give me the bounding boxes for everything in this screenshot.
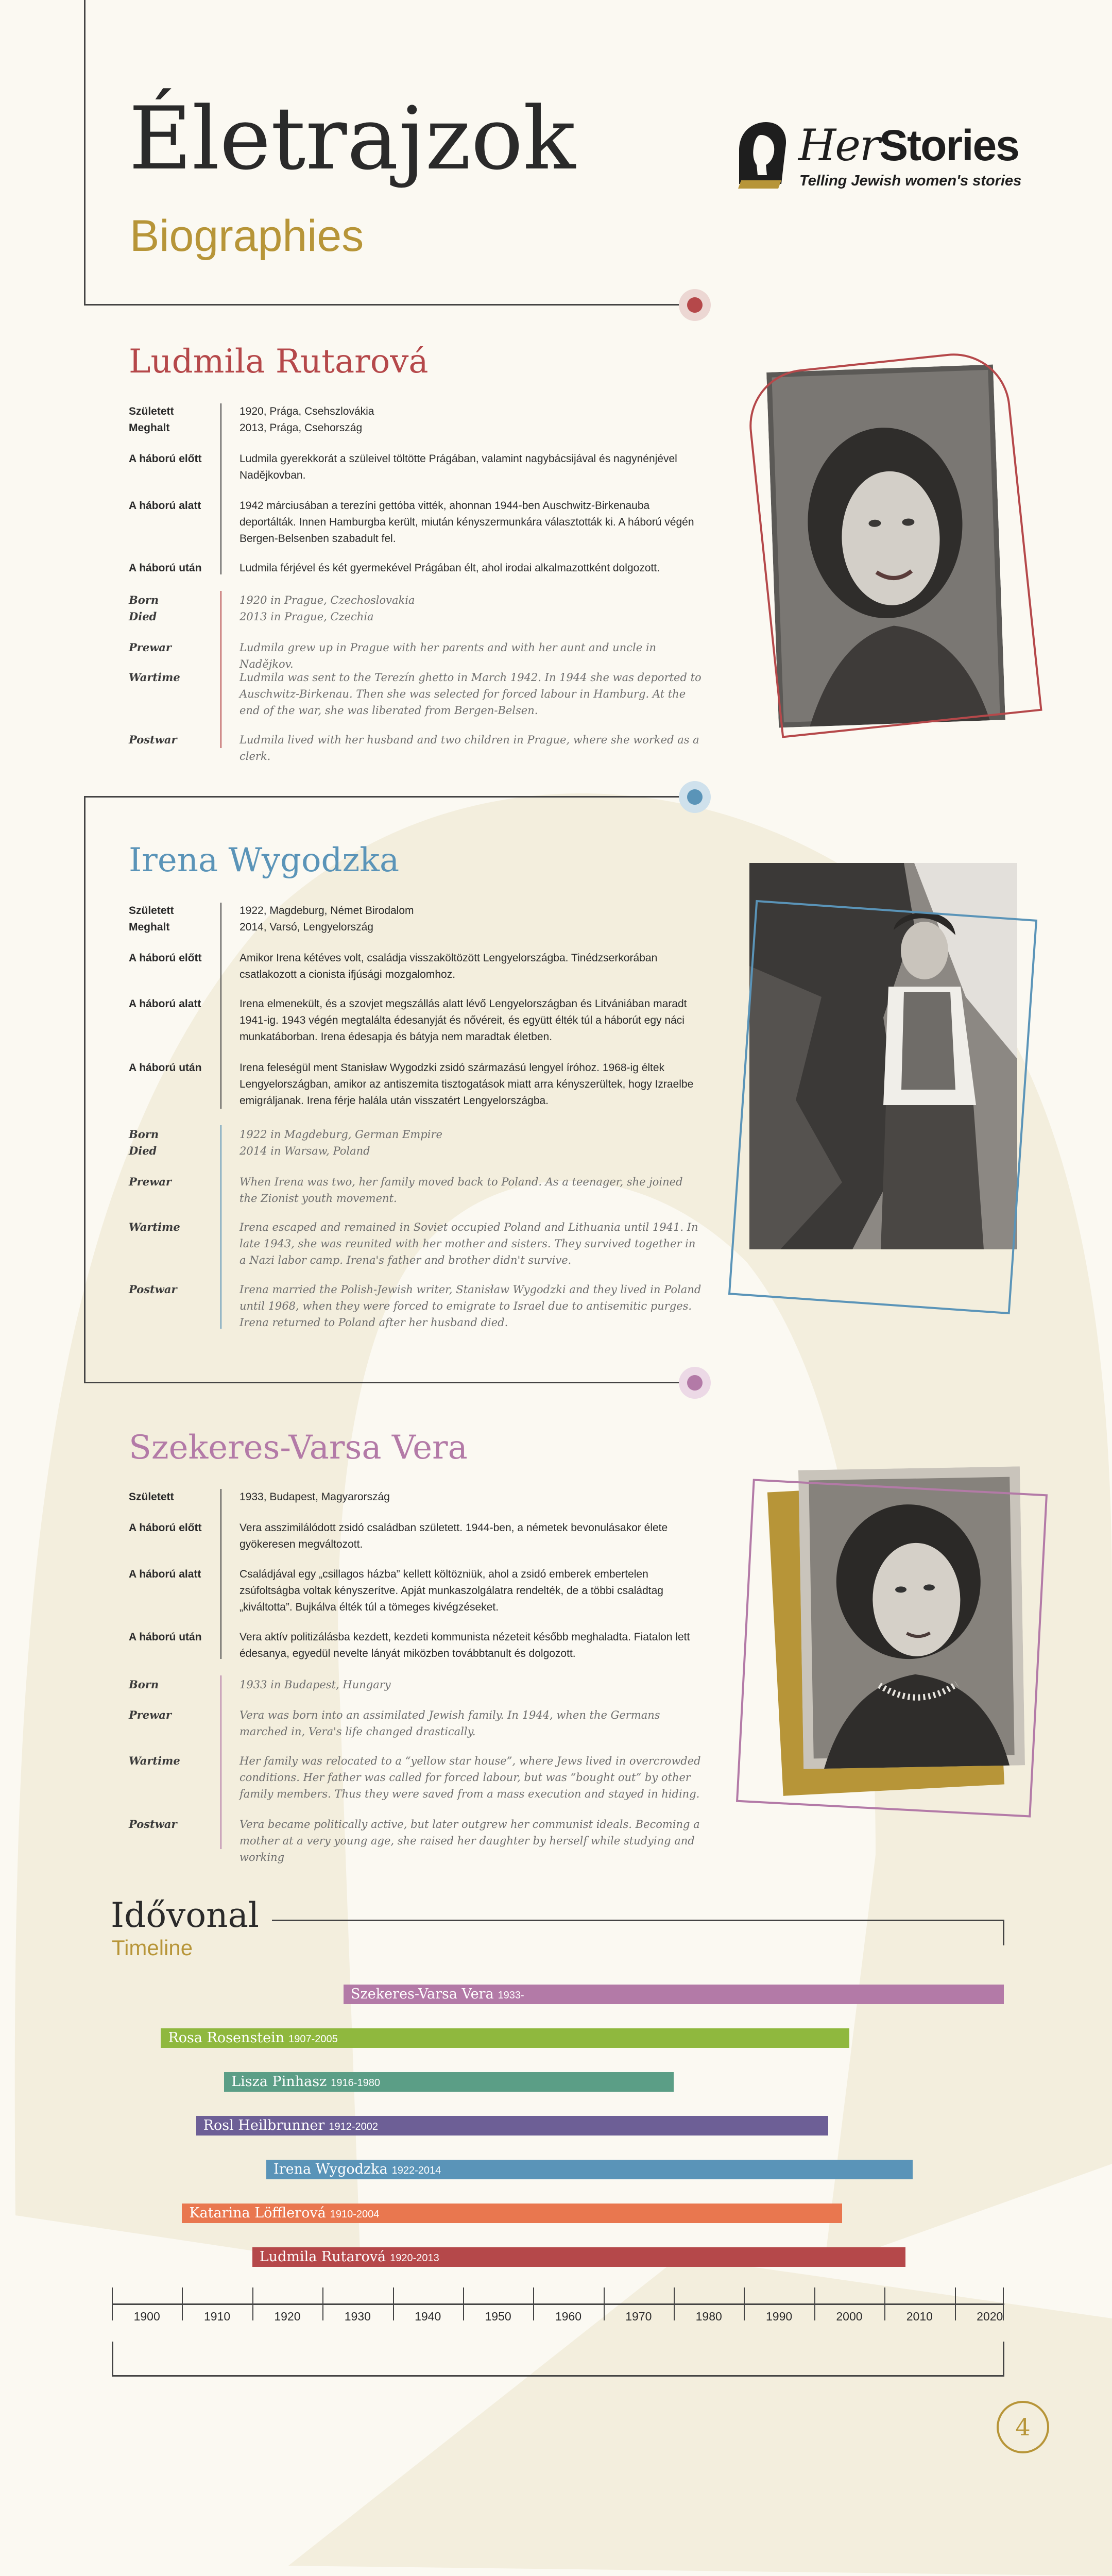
tick-label: 1910 <box>203 2310 231 2323</box>
photo-frame <box>728 900 1037 1314</box>
bio-value: Her family was relocated to a “yellow star house”, where Jews lived in overcrowded conditions. Her father was called for forced labour, but was “bought out” by other family members. Thus they were saved from a mass execution and stayed in hiding. <box>239 1755 701 1800</box>
bio-label: Born <box>129 1678 159 1691</box>
section-divider <box>84 1382 697 1383</box>
bio-value: 1922, Magdeburg, Német Birodalom <box>239 905 414 917</box>
bio-value: Ludmila lived with her husband and two children in Prague, where she worked as a clerk. <box>239 734 699 762</box>
bio-label: A háború alatt <box>129 998 201 1010</box>
bio-value: 1920, Prága, Csehszlovákia <box>239 405 374 417</box>
bio-label: Died <box>129 610 157 623</box>
timeline-axis <box>112 2303 1004 2305</box>
bio-value: Vera became politically active, but later outgrew her communist ideals. Becoming a mother at a very young age, she raised her daughter by herself while studying and working <box>239 1818 700 1863</box>
timeline-tick <box>1003 2287 1004 2320</box>
photo-frame <box>736 1479 1048 1817</box>
bio-label: A háború után <box>129 1062 202 1074</box>
bio-value: Irena escaped and remained in Soviet occupied Poland and Lithuania until 1941. In late 1943, she was reunited with her mother and sisters. They survived together in a Nazi labor camp. Irena's father and brother didn't survive. <box>239 1221 698 1266</box>
tick-label: 1900 <box>133 2310 160 2323</box>
bio-label: Postwar <box>129 733 177 746</box>
bio-value: 1933 in Budapest, Hungary <box>239 1679 391 1691</box>
timeline-tick <box>182 2287 183 2320</box>
bio-value: Irena feleségül ment Stanisław Wygodzki zsidó származású lengyel íróhoz. 1968-ig éltek Lengyelországban, amikor az antiszemita tisztogatások miatt arra kényszerültek, hogy Izraelbe emigráljanak. Irena férje halála után visszatért Lengyelországba. <box>239 1062 694 1107</box>
photo-frame <box>744 348 1042 738</box>
timeline-bar: Katarina Löfflerová 1910-2004 <box>182 2204 842 2223</box>
bio-label: Született <box>129 1491 174 1503</box>
timeline-tick <box>814 2287 815 2320</box>
section-dot <box>679 289 711 321</box>
bio-value: Ludmila grew up in Prague with her parents and with her aunt and uncle in Nadějkov. <box>239 641 657 670</box>
logo-tagline: Telling Jewish women's stories <box>799 173 1022 189</box>
person-name: Ludmila Rutarová <box>129 343 429 381</box>
tick-label: 1960 <box>555 2310 582 2323</box>
bio-value: Irena elmenekült, és a szovjet megszállás alatt lévő Lengyelországban és Litvániában maradt 1941-ig. 1943 végén megtalálta édesanyját és nővéreit, és együtt élték túl a háborút egy náci munkatáborban. Irena édesapja és bátyja nem maradtak életben. <box>239 998 687 1043</box>
section-divider <box>84 796 697 798</box>
tick-label: 1990 <box>765 2310 793 2323</box>
frame-line <box>84 796 85 1383</box>
section-dot <box>679 781 711 813</box>
section-divider <box>84 304 697 306</box>
tick-label: 2020 <box>977 2310 1003 2323</box>
tick-label: 2000 <box>836 2310 863 2323</box>
bio-label: Prewar <box>129 641 172 654</box>
tick-label: 2010 <box>906 2310 933 2323</box>
timeline-tick <box>674 2287 675 2320</box>
page-subtitle: Biographies <box>130 211 364 261</box>
timeline-bar: Irena Wygodzka 1922-2014 <box>266 2160 913 2179</box>
timeline-tick <box>252 2287 253 2320</box>
bio-label: Született <box>129 905 174 917</box>
bio-value: Irena married the Polish-Jewish writer, Stanisław Wygodzki and they lived in Poland until 1968, when they were forced to emigrate to Israel due to antisemitic purges. Irena returned to Poland after her husband died. <box>239 1283 702 1329</box>
timeline-bar: Szekeres-Varsa Vera 1933- <box>344 1985 1004 2004</box>
bio-label: Prewar <box>129 1175 172 1188</box>
logo-word-stories: Stories <box>879 121 1019 170</box>
bio-value: Ludmila férjével és két gyermekével Prágában élt, ahol irodai alkalmazottként dolgozott. <box>239 562 660 574</box>
bio-value: 1922 in Magdeburg, German Empire <box>239 1128 442 1141</box>
person-name: Irena Wygodzka <box>129 841 400 879</box>
bio-label: Meghalt <box>129 422 170 434</box>
timeline-bar: Rosl Heilbrunner 1912-2002 <box>196 2116 828 2136</box>
tick-label: 1970 <box>625 2310 652 2323</box>
logo-icon <box>734 120 791 192</box>
bio-label: Postwar <box>129 1283 177 1296</box>
timeline-tick <box>112 2287 113 2320</box>
timeline-top-rule <box>272 1920 1004 1921</box>
tick-label: 1940 <box>415 2310 441 2323</box>
bio-value: 2014, Varsó, Lengyelország <box>239 921 373 933</box>
bio-label: Wartime <box>129 1221 180 1233</box>
timeline-bar: Ludmila Rutarová 1920-2013 <box>252 2247 905 2267</box>
timeline-tick <box>884 2287 885 2320</box>
timeline-top-rule-end <box>1003 1920 1004 1945</box>
bio-label: A háború előtt <box>129 453 202 465</box>
bio-label: Meghalt <box>129 921 170 933</box>
bio-value: 2013, Prága, Csehország <box>239 422 363 434</box>
section-dot <box>679 1367 711 1399</box>
bio-value: When Irena was two, her family moved back to Poland. As a teenager, she joined the Zionist youth movement. <box>239 1176 683 1205</box>
timeline-tick <box>463 2287 464 2320</box>
bio-label: A háború alatt <box>129 1568 201 1580</box>
bio-value: Családjával egy „csillagos házba” kellett költözniük, ahol a zsidó emberek embertelen zsúfoltságba voltak kényszerítve. Apját munkaszolgálatra rendelték, de a többi családtag „kiváltotta”. Bujkálva élték túl a tömeges kivégzéseket. <box>239 1568 663 1613</box>
timeline-bar: Lisza Pinhasz 1916-1980 <box>224 2072 674 2092</box>
bio-label: Postwar <box>129 1818 177 1831</box>
bio-value: 1920 in Prague, Czechoslovakia <box>239 594 415 606</box>
timeline-title: Idővonal <box>111 1895 260 1935</box>
timeline-bracket <box>112 2375 1004 2377</box>
bio-value: 1933, Budapest, Magyarország <box>239 1491 390 1503</box>
timeline-tick <box>322 2287 323 2320</box>
bio-value: Ludmila gyerekkorát a szüleivel töltötte Prágában, valamint nagybácsijával és nagynénjével Nadějkovban. <box>239 453 677 481</box>
bio-label: A háború előtt <box>129 1522 202 1534</box>
bio-value: 2013 in Prague, Czechia <box>239 611 374 623</box>
bio-label: A háború után <box>129 562 202 574</box>
bio-label: Died <box>129 1144 157 1157</box>
bio-label: Prewar <box>129 1708 172 1721</box>
herstories-logo <box>734 120 1022 197</box>
bio-value: 1942 márciusában a terezíni gettóba vitték, ahonnan 1944-ben Auschwitz-Birkenauba deportálták. Innen Hamburgba került, miután kényszermunkára választották ki. A háború végén Bergen-Belsenben szabadult fel. <box>239 500 694 545</box>
bio-value: Vera was born into an assimilated Jewish family. In 1944, when the Germans marched in, Vera's life changed drastically. <box>239 1709 660 1738</box>
timeline-tick <box>744 2287 745 2320</box>
page-title: Életrajzok <box>129 88 576 189</box>
timeline-bar: Rosa Rosenstein 1907-2005 <box>161 2028 849 2048</box>
bio-label: Wartime <box>129 1754 180 1767</box>
tick-label: 1950 <box>485 2310 511 2323</box>
timeline-bracket <box>1003 2342 1004 2377</box>
bio-label: A háború alatt <box>129 500 201 512</box>
timeline-bracket <box>112 2342 113 2377</box>
bio-value: 2014 in Warsaw, Poland <box>239 1145 370 1157</box>
timeline-tick <box>955 2287 956 2320</box>
person-name: Szekeres-Varsa Vera <box>129 1429 468 1467</box>
timeline-subtitle: Timeline <box>112 1936 193 1960</box>
timeline-tick <box>533 2287 534 2320</box>
bio-value: Vera asszimilálódott zsidó családban született. 1944-ben, a németek bevonulásakor élete gyökeresen megváltozott. <box>239 1522 668 1550</box>
page-number: 4 <box>997 2401 1049 2453</box>
frame-line <box>84 0 85 305</box>
bio-label: A háború előtt <box>129 952 202 964</box>
timeline-tick <box>393 2287 394 2320</box>
bio-label: Born <box>129 1128 159 1141</box>
tick-label: 1930 <box>344 2310 371 2323</box>
timeline-tick <box>604 2287 605 2320</box>
bio-value: Amikor Irena kétéves volt, családja visszaköltözött Lengyelországba. Tinédzserkorában csatlakozott a cionista ifjúsági mozgalomhoz. <box>239 952 658 980</box>
bio-value: Ludmila was sent to the Terezín ghetto in March 1942. In 1944 she was deported to Auschwitz-Birkenau. Then she was selected for forced labour in Hamburg. At the end of the war, she was liberated from Bergen-Belsen. <box>239 671 702 717</box>
tick-label: 1920 <box>274 2310 301 2323</box>
bio-value: Vera aktív politizálásba kezdett, kezdeti kommunista nézeteit később meghaladta. Fiatalon lett édesanya, egyedül nevelte lányát miközben továbbtanult és dolgozott. <box>239 1631 690 1659</box>
tick-label: 1980 <box>695 2310 722 2323</box>
bio-label: A háború után <box>129 1631 202 1643</box>
bio-label: Wartime <box>129 671 180 684</box>
bio-label: Born <box>129 594 159 606</box>
logo-word-her: Her <box>798 120 880 171</box>
bio-label: Született <box>129 405 174 417</box>
